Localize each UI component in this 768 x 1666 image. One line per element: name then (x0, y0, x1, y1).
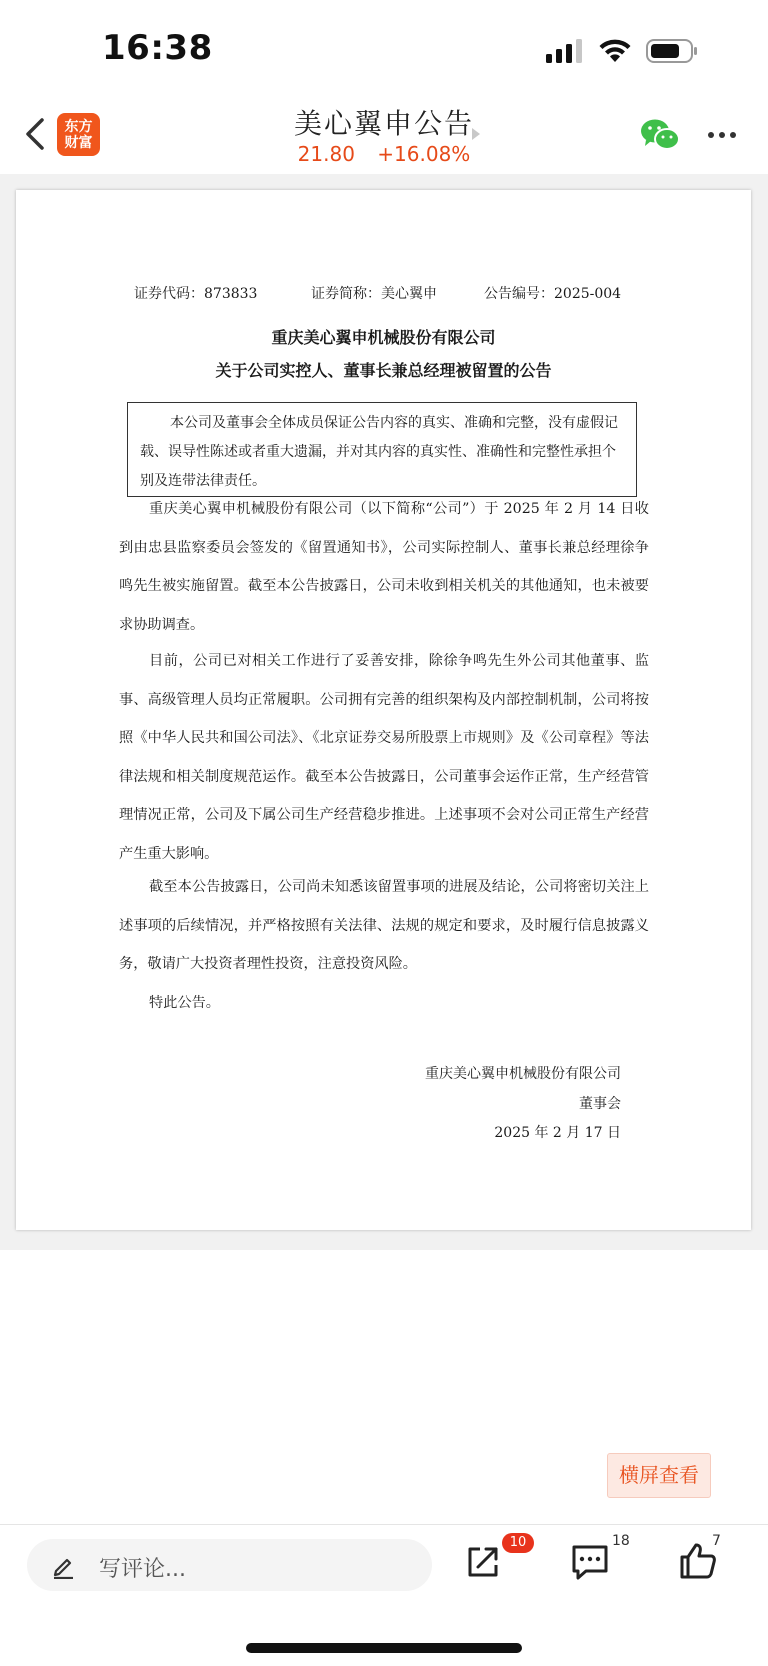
announcement-number: 公告编号：2025-004 (484, 286, 622, 302)
document-title-company: 重庆美心翼申机械股份有限公司 (271, 328, 496, 347)
logo-line-2: 财富 (64, 134, 93, 151)
paragraph-1: 重庆美心翼申机械股份有限公司（以下简称“公司”）于 2025 年 2 月 14 日收到由忠县监察委员会签发的《留置通知书》，公司实际控制人、董事长兼总经理徐争鸣先生被实施留置。截至本公告披露日，公司未收到相关机关的其他通知，也未被要求协助调查。 (119, 501, 649, 633)
signature-date: 2025 年 2 月 17 日 (494, 1125, 621, 1141)
comment-input[interactable] (27, 1539, 432, 1591)
status-time: 16:38 (102, 28, 213, 68)
disclaimer-box: 本公司及董事会全体成员保证公告内容的真实、准确和完整，没有虚假记载、误导性陈述或者重大遗漏，并对其内容的真实性、准确性和完整性承担个别及连带法律责任。 (127, 402, 637, 497)
stock-change: +16.08% (377, 142, 471, 166)
battery-icon (646, 38, 698, 64)
security-code: 证券代码：873833 (134, 286, 258, 302)
paragraph-3: 截至本公告披露日，公司尚未知悉该留置事项的进展及结论，公司将密切关注上述事项的后续情况，并严格按照有关法律、法规的规定和要求，及时履行信息披露义务，敬请广大投资者理性投资，注意投资风险。 (119, 879, 649, 972)
security-abbr: 证券简称：美心翼申 (311, 286, 437, 302)
more-icon[interactable] (706, 128, 738, 142)
home-indicator[interactable] (246, 1643, 522, 1653)
signature-board: 董事会 (579, 1096, 621, 1112)
wifi-icon (598, 39, 632, 63)
comment-icon[interactable] (568, 1539, 612, 1583)
logo-line-1: 东方 (64, 118, 93, 135)
share-icon[interactable] (462, 1539, 506, 1583)
paragraph-2: 目前，公司已对相关工作进行了妥善安排，除徐争鸣先生外公司其他董事、监事、高级管理人员均正常履职。公司拥有完善的组织架构及内部控制机制，公司将按照《中华人民共和国公司法》、《北京证券交易所股票上市规则》及《公司章程》等法律法规和相关制度规范运作。截至本公告披露日，公司董事会运作正常，生产经营管理情况正常，公司及下属公司生产经营稳步推进。上述事项不会对公司正常生产经营产生重大影响。 (119, 653, 649, 862)
wechat-share-icon[interactable] (640, 118, 680, 152)
document-page (16, 190, 751, 1230)
status-icons (546, 38, 698, 64)
stock-price: 21.80 (297, 142, 355, 166)
comment-count: 18 (612, 1533, 630, 1549)
landscape-view-button[interactable]: 横屏查看 (607, 1453, 711, 1498)
document-viewer[interactable] (0, 174, 768, 1250)
nav-bar (0, 92, 768, 174)
status-bar (0, 0, 768, 92)
pen-icon (51, 1553, 77, 1579)
cellular-signal-icon (546, 39, 584, 63)
document-title: 关于公司实控人、董事长兼总经理被留置的公告 (215, 361, 552, 380)
share-count-badge: 10 (502, 1533, 534, 1553)
caret-right-icon[interactable] (472, 128, 480, 140)
like-count: 7 (712, 1533, 721, 1549)
paragraph-4: 特此公告。 (149, 995, 220, 1011)
comment-placeholder: 写评论... (99, 1557, 186, 1582)
page-title: 美心翼申公告 (293, 107, 474, 140)
signature-company: 重庆美心翼申机械股份有限公司 (425, 1066, 621, 1082)
